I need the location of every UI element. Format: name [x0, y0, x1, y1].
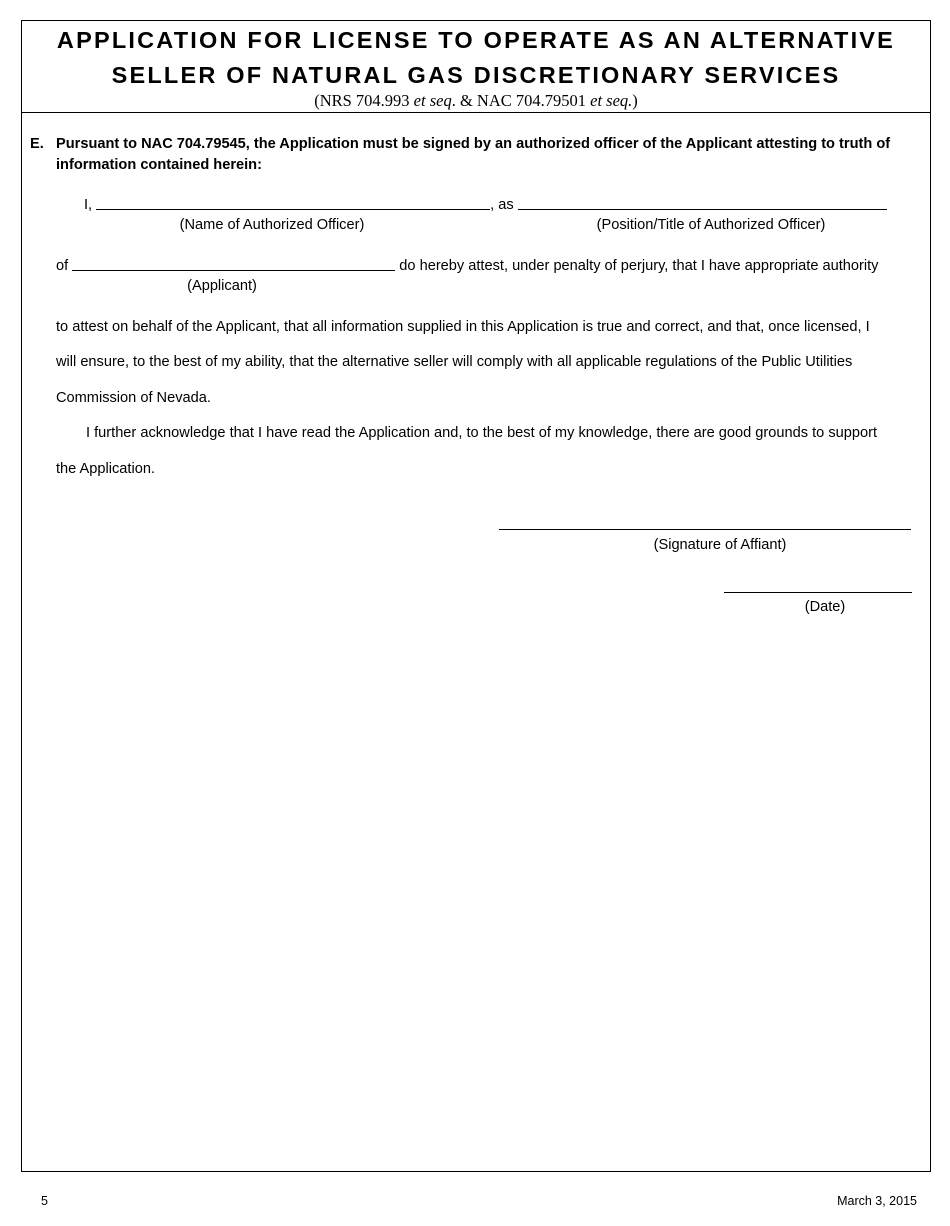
officer-title-caption: (Position/Title of Authorized Officer) [596, 217, 826, 233]
footer-date: March 3, 2015 [837, 1194, 917, 1208]
applicant-caption: (Applicant) [187, 278, 257, 294]
section-instruction: Pursuant to NAC 704.79545, the Application must be signed by an authorized officer of the Applicant attesting to truth of information contained herein: [56, 136, 891, 173]
attestation-line-2: will ensure, to the best of my ability, that the alternative seller will comply with all applicable regulations of the Public Utilities [56, 354, 853, 370]
date-caption: (Date) [804, 599, 846, 615]
officer-line [84, 196, 887, 214]
signature-field[interactable] [499, 529, 911, 530]
form-header [22, 21, 930, 113]
form-title-line-1: APPLICATION FOR LICENSE TO OPERATE AS AN ALTERNATIVE [56, 27, 896, 53]
applicant-prefix: of [56, 258, 69, 274]
officer-middle: , as [490, 197, 514, 213]
statute-citation [22, 91, 930, 111]
citation-part: . & NAC 704.79501 [451, 91, 591, 110]
form-frame [21, 20, 931, 1172]
officer-name-caption: (Name of Authorized Officer) [179, 217, 365, 233]
attestation-line-3: Commission of Nevada. [56, 390, 211, 406]
signature-caption: (Signature of Affiant) [653, 537, 787, 553]
acknowledgement-line-1: I further acknowledge that I have read the Application and, to the best of my knowledge, there are good grounds to support [86, 425, 878, 441]
section-letter: E. [30, 136, 44, 152]
citation-part: (NRS 704.993 [314, 91, 414, 110]
date-field[interactable] [724, 592, 912, 593]
acknowledgement-line-2: the Application. [56, 461, 155, 477]
citation-et-seq: et seq. [590, 91, 633, 110]
citation-part: ) [632, 91, 638, 110]
officer-name-field[interactable] [96, 208, 490, 210]
form-title-line-2: SELLER OF NATURAL GAS DISCRETIONARY SERVICES [111, 62, 841, 88]
attestation-line-1: to attest on behalf of the Applicant, that all information supplied in this Application is true and correct, and that, once licensed, I [56, 319, 870, 335]
applicant-suffix: do hereby attest, under penalty of perjury, that I have appropriate authority [399, 258, 879, 274]
applicant-line [56, 257, 878, 275]
applicant-name-field[interactable] [72, 269, 395, 271]
page-number: 5 [41, 1194, 48, 1208]
officer-prefix: I, [84, 197, 93, 213]
officer-title-field[interactable] [518, 208, 887, 210]
citation-et-seq: et seq [413, 91, 452, 110]
